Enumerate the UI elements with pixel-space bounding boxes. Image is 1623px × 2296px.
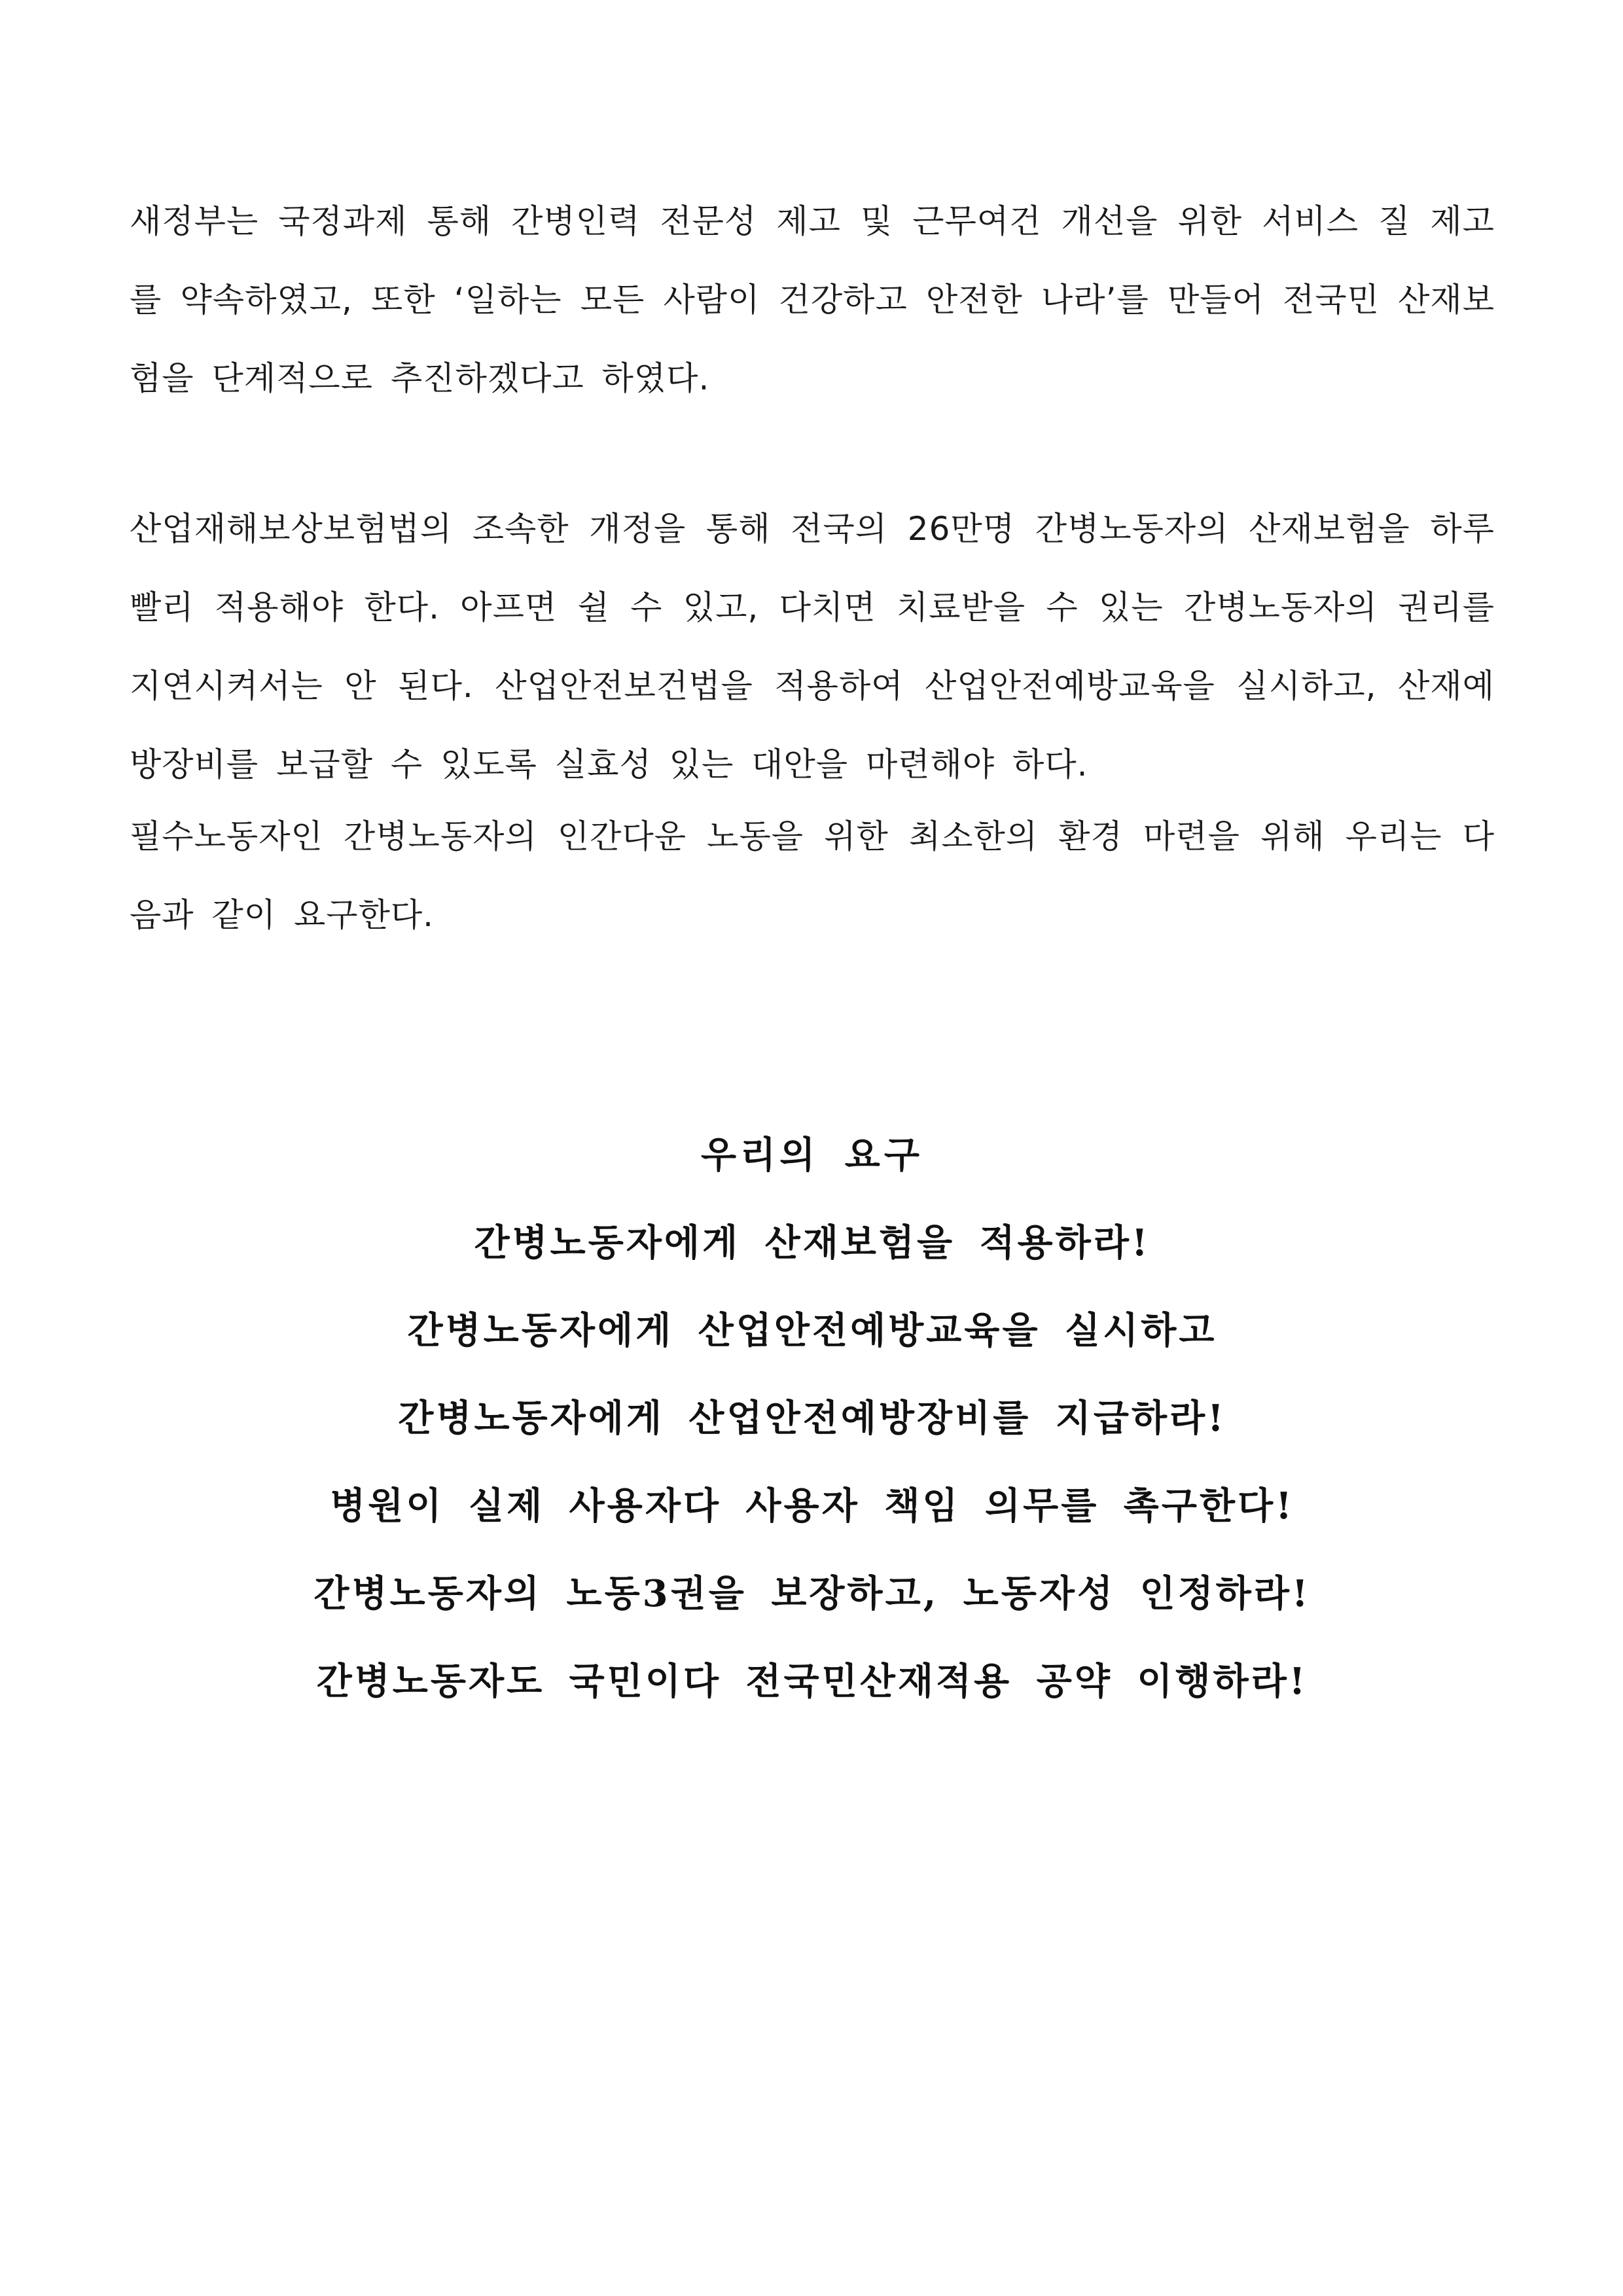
paragraph-government-pledge: 새정부는 국정과제 통해 간병인력 전문성 제고 및 근무여건 개선을 위한 서비스 질 제고를 약속하였고, 또한 ‘일하는 모든 사람이 건강하고 안전한 나라’를 만들어 전국민 산재보험을 단계적으로 추진하겠다고 하였다.	[130, 202, 1495, 397]
demand-item-safety-equipment: 간병노동자에게 산업안전예방장비를 지급하라!	[398, 1397, 1226, 1440]
demand-item-safety-education: 간병노동자에게 산업안전예방교육을 실시하고	[407, 1309, 1217, 1352]
paragraph-industrial-accident-insurance: 산업재해보상보험법의 조속한 개정을 통해 전국의 26만명 간병노동자의 산재보험을 하루빨리 적용해야 한다. 아프면 쉴 수 있고, 다치면 치료받을 수 있는 간병노동자의 권리를 지연시켜서는 안 된다. 산업안전보건법을 적용하여 산업안전예방교육을 실시하고, 산재예방장비를 보급할 수 있도록 실효성 있는 대안을 마련해야 하다.	[130, 510, 1495, 783]
demand-item-insurance: 간병노동자에게 산재보험을 적용하라!	[474, 1221, 1150, 1265]
paragraph-demand-intro: 필수노동자인 간병노동자의 인간다운 노동을 위한 최소한의 환경 마련을 위해 우리는 다음과 같이 요구한다.	[130, 817, 1495, 934]
demands-section	[130, 1111, 1495, 1725]
demand-item-employer-responsibility: 병원이 실제 사용자다 사용자 책임 의무를 촉구한다!	[330, 1484, 1294, 1528]
demands-heading: 우리의 요구	[701, 1134, 923, 1177]
demand-item-labor-rights: 간병노동자의 노동3권을 보장하고, 노동자성 인정하라!	[313, 1572, 1311, 1615]
demand-item-universal-coverage: 간병노동자도 국민이다 전국민산재적용 공약 이행하라!	[316, 1660, 1308, 1703]
